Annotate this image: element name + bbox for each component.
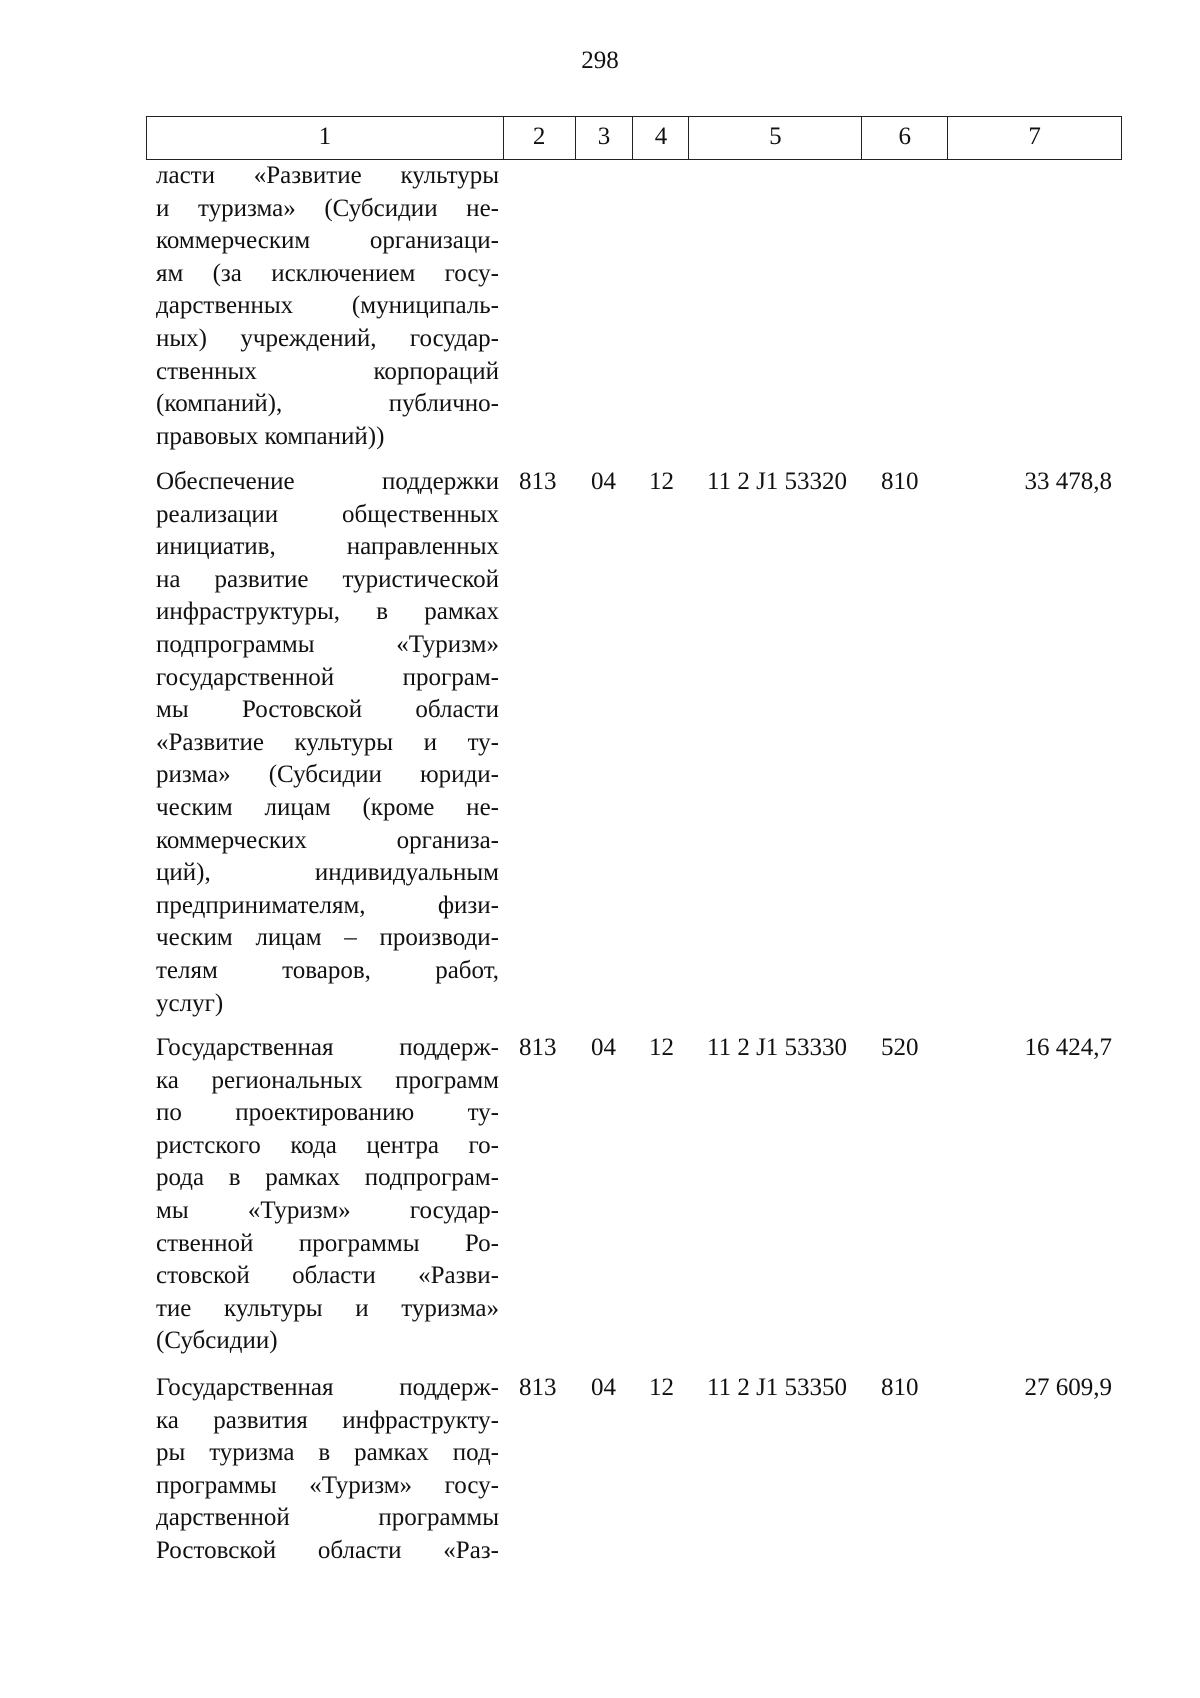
description-line: реализации общественных: [156, 500, 499, 528]
description-line: ственной программы Ро-: [156, 1229, 499, 1257]
description-line: тие культуры и туризма»: [156, 1294, 499, 1322]
cell-col-3: 04: [591, 468, 616, 495]
description-line: (компаний), публично-: [156, 390, 499, 418]
description-line: предпринимателям, физи-: [156, 891, 499, 919]
description-line: программы «Туризм» госу-: [156, 1471, 499, 1499]
row-description: [156, 160, 499, 453]
description-line: услуг): [156, 989, 224, 1017]
cell-col-3: 04: [591, 1374, 616, 1401]
page-number: 298: [581, 47, 619, 74]
description-line: ям (за исключением госу-: [156, 259, 499, 287]
header-col-1: 1: [147, 117, 504, 159]
header-col-4: 4: [633, 117, 689, 159]
description-line: и туризма» (Субсидии не-: [156, 194, 499, 222]
description-line: по проектированию ту-: [156, 1099, 499, 1127]
cell-col-6: 810: [881, 468, 919, 495]
description-line: Государственная поддерж-: [156, 1034, 499, 1061]
description-line: (Субсидии): [156, 1327, 278, 1355]
header-col-5: 5: [689, 117, 862, 159]
description-line: ризма» (Субсидии юриди-: [156, 761, 499, 789]
cell-col-3: 04: [591, 1034, 616, 1061]
description-line: правовых компаний)): [156, 422, 385, 450]
description-line: на развитие туристической: [156, 565, 499, 593]
description-line: ций), индивидуальным: [156, 859, 499, 887]
description-line: ческим лицам (кроме не-: [156, 793, 499, 821]
description-line: рода в рамках подпрограм-: [156, 1164, 499, 1192]
header-col-3: 3: [576, 117, 634, 159]
description-line: подпрограммы «Туризм»: [156, 630, 499, 658]
cell-col-2: 813: [519, 1034, 557, 1061]
cell-col-5: 11 2 J1 53320: [707, 468, 848, 495]
description-line: Обеспечение поддержки: [156, 468, 499, 495]
row-description: [156, 1372, 499, 1568]
description-line: инициатив, направленных: [156, 533, 499, 561]
description-line: ласти «Развитие культуры: [156, 162, 499, 189]
header-col-2: 2: [504, 117, 576, 159]
description-line: Ростовской области «Раз-: [156, 1536, 499, 1564]
description-line: ры туризма в рамках под-: [156, 1439, 499, 1467]
row-description: [156, 466, 499, 1020]
description-line: мы Ростовской области: [156, 696, 499, 724]
cell-col-2: 813: [519, 1374, 557, 1401]
row-description: [156, 1032, 499, 1358]
description-line: государственной програм-: [156, 663, 499, 691]
description-line: телям товаров, работ,: [156, 956, 499, 984]
description-line: дарственных (муниципаль-: [156, 292, 499, 320]
header-col-7: 7: [948, 117, 1122, 159]
cell-col-6: 520: [881, 1034, 919, 1061]
cell-col-7: 33 478,8: [1024, 468, 1112, 495]
description-line: ка региональных программ: [156, 1066, 499, 1094]
table-header: [146, 116, 1122, 160]
cell-col-4: 12: [649, 468, 674, 495]
description-line: дарственной программы: [156, 1504, 499, 1532]
description-line: стовской области «Разви-: [156, 1262, 499, 1290]
description-line: коммерческих организа-: [156, 826, 499, 854]
cell-col-7: 27 609,9: [1024, 1374, 1112, 1401]
cell-col-7: 16 424,7: [1024, 1034, 1112, 1061]
cell-col-5: 11 2 J1 53330: [707, 1034, 848, 1061]
cell-col-6: 810: [881, 1374, 919, 1401]
description-line: «Развитие культуры и ту-: [156, 728, 499, 756]
description-line: инфраструктуры, в рамках: [156, 598, 499, 626]
description-line: мы «Туризм» государ-: [156, 1196, 499, 1224]
cell-col-4: 12: [649, 1034, 674, 1061]
header-col-6: 6: [862, 117, 948, 159]
description-line: ка развития инфраструкту-: [156, 1406, 499, 1434]
description-line: Государственная поддерж-: [156, 1374, 499, 1401]
cell-col-2: 813: [519, 468, 557, 495]
description-line: ных) учреждений, государ-: [156, 324, 499, 352]
description-line: коммерческим организаци-: [156, 227, 499, 255]
cell-col-5: 11 2 J1 53350: [707, 1374, 848, 1401]
cell-col-4: 12: [649, 1374, 674, 1401]
description-line: ственных корпораций: [156, 357, 499, 385]
description-line: ристского кода центра го-: [156, 1131, 499, 1159]
description-line: ческим лицам – производи-: [156, 924, 499, 952]
